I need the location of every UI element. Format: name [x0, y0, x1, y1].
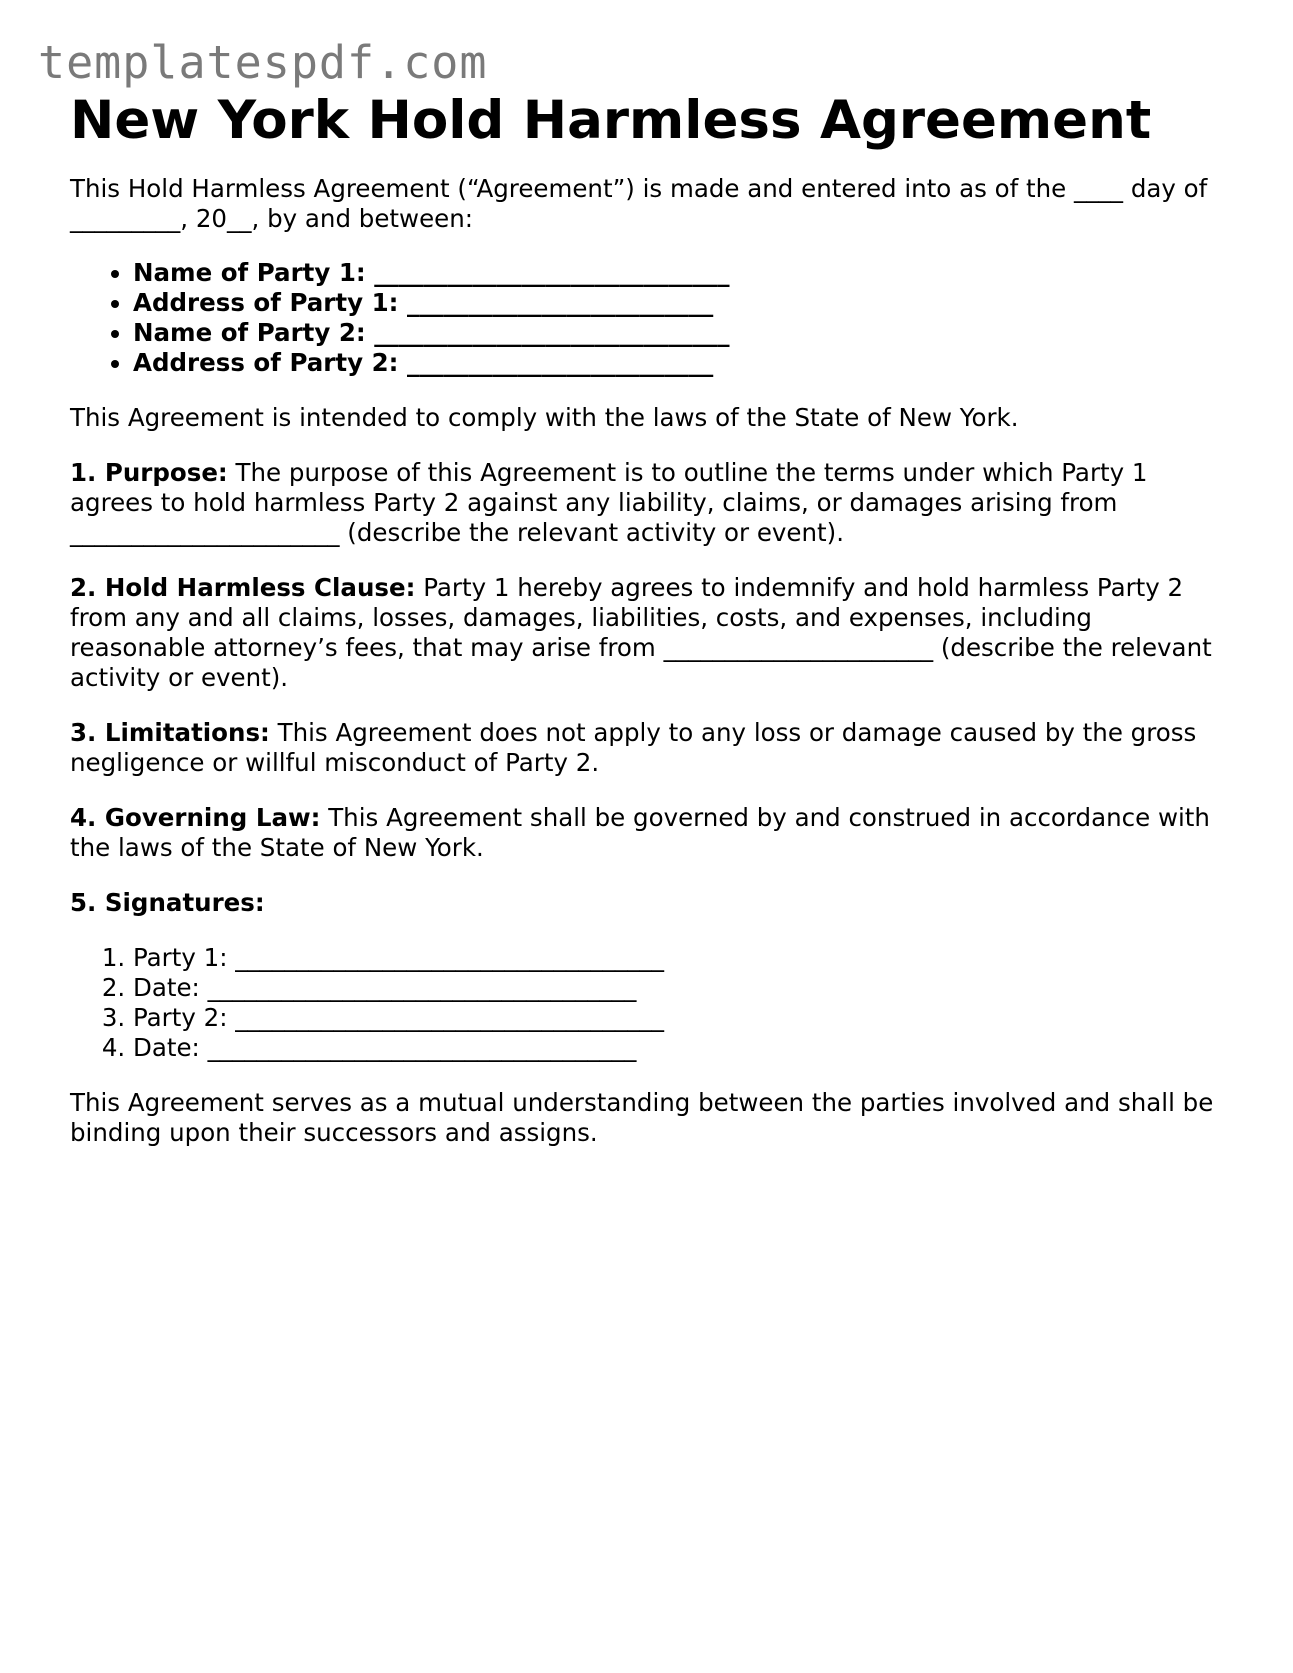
signature-date-2 [133, 1033, 1230, 1063]
party-1-address-line [133, 288, 1230, 318]
parties-list [70, 258, 1230, 378]
blank-line: ___________________________________ [235, 1003, 665, 1032]
section-heading: 3. Limitations: [70, 718, 270, 747]
intro-paragraph: This Hold Harmless Agreement (“Agreement”) is made and entered into as of the ____ day of _________, 20__, by and between: [70, 174, 1208, 233]
field-label: Address of Party 1: [133, 288, 399, 317]
document-page [70, 88, 1230, 1148]
signature-party-2 [133, 1003, 1230, 1033]
section-signatures [70, 888, 1230, 918]
document-title: New York Hold Harmless Agreement [70, 90, 1152, 151]
blank-line: ___________________________________ [207, 973, 637, 1002]
section-heading: 5. Signatures: [70, 888, 265, 917]
signature-party-1 [133, 943, 1230, 973]
watermark: templatespdf.com [38, 36, 488, 89]
field-label: Party 2: [133, 1003, 228, 1032]
section-text: This Agreement does not apply to any loss or damage caused by the gross negligence or willful misconduct of Party 2. [70, 718, 1197, 777]
closing-paragraph: This Agreement serves as a mutual understanding between the parties involved and shall be binding upon their successors and assigns. [70, 1088, 1214, 1147]
section-text: The purpose of this Agreement is to outline the terms under which Party 1 agrees to hold harmless Party 2 against any liability, claims, or damages arising from ______________________ (describe the relevant activity or event). [70, 458, 1148, 547]
section-text: Party 1 hereby agrees to indemnify and hold harmless Party 2 from any and all claims, losses, damages, liabilities, costs, and expenses, including reasonable attorney’s fees, that may arise from ______________________ (describe the relevant activity or event). [70, 573, 1212, 692]
field-label: Date: [133, 973, 200, 1002]
section-heading: 4. Governing Law: [70, 803, 321, 832]
section-heading: 1. Purpose: [70, 458, 228, 487]
party-1-name-line [133, 258, 1230, 288]
field-label: Name of Party 2: [133, 318, 366, 347]
field-label: Date: [133, 1033, 200, 1062]
signature-list [70, 943, 1230, 1063]
field-label: Name of Party 1: [133, 258, 366, 287]
section-limitations [70, 718, 1230, 778]
compliance-paragraph: This Agreement is intended to comply with the laws of the State of New York. [70, 403, 1019, 432]
blank-line: _________________________ [406, 288, 714, 317]
section-purpose [70, 458, 1230, 548]
signature-date-1 [133, 973, 1230, 1003]
blank-line: ___________________________________ [235, 943, 665, 972]
section-heading: 2. Hold Harmless Clause: [70, 573, 416, 602]
blank-line: _________________________ [406, 348, 714, 377]
section-text: This Agreement shall be governed by and construed in accordance with the laws of the State of New York. [70, 803, 1210, 862]
section-hold-harmless [70, 573, 1230, 693]
blank-line: _____________________________ [374, 318, 730, 347]
blank-line: _____________________________ [374, 258, 730, 287]
field-label: Address of Party 2: [133, 348, 399, 377]
field-label: Party 1: [133, 943, 228, 972]
section-governing-law [70, 803, 1230, 863]
party-2-name-line [133, 318, 1230, 348]
blank-line: ___________________________________ [207, 1033, 637, 1062]
party-2-address-line [133, 348, 1230, 378]
